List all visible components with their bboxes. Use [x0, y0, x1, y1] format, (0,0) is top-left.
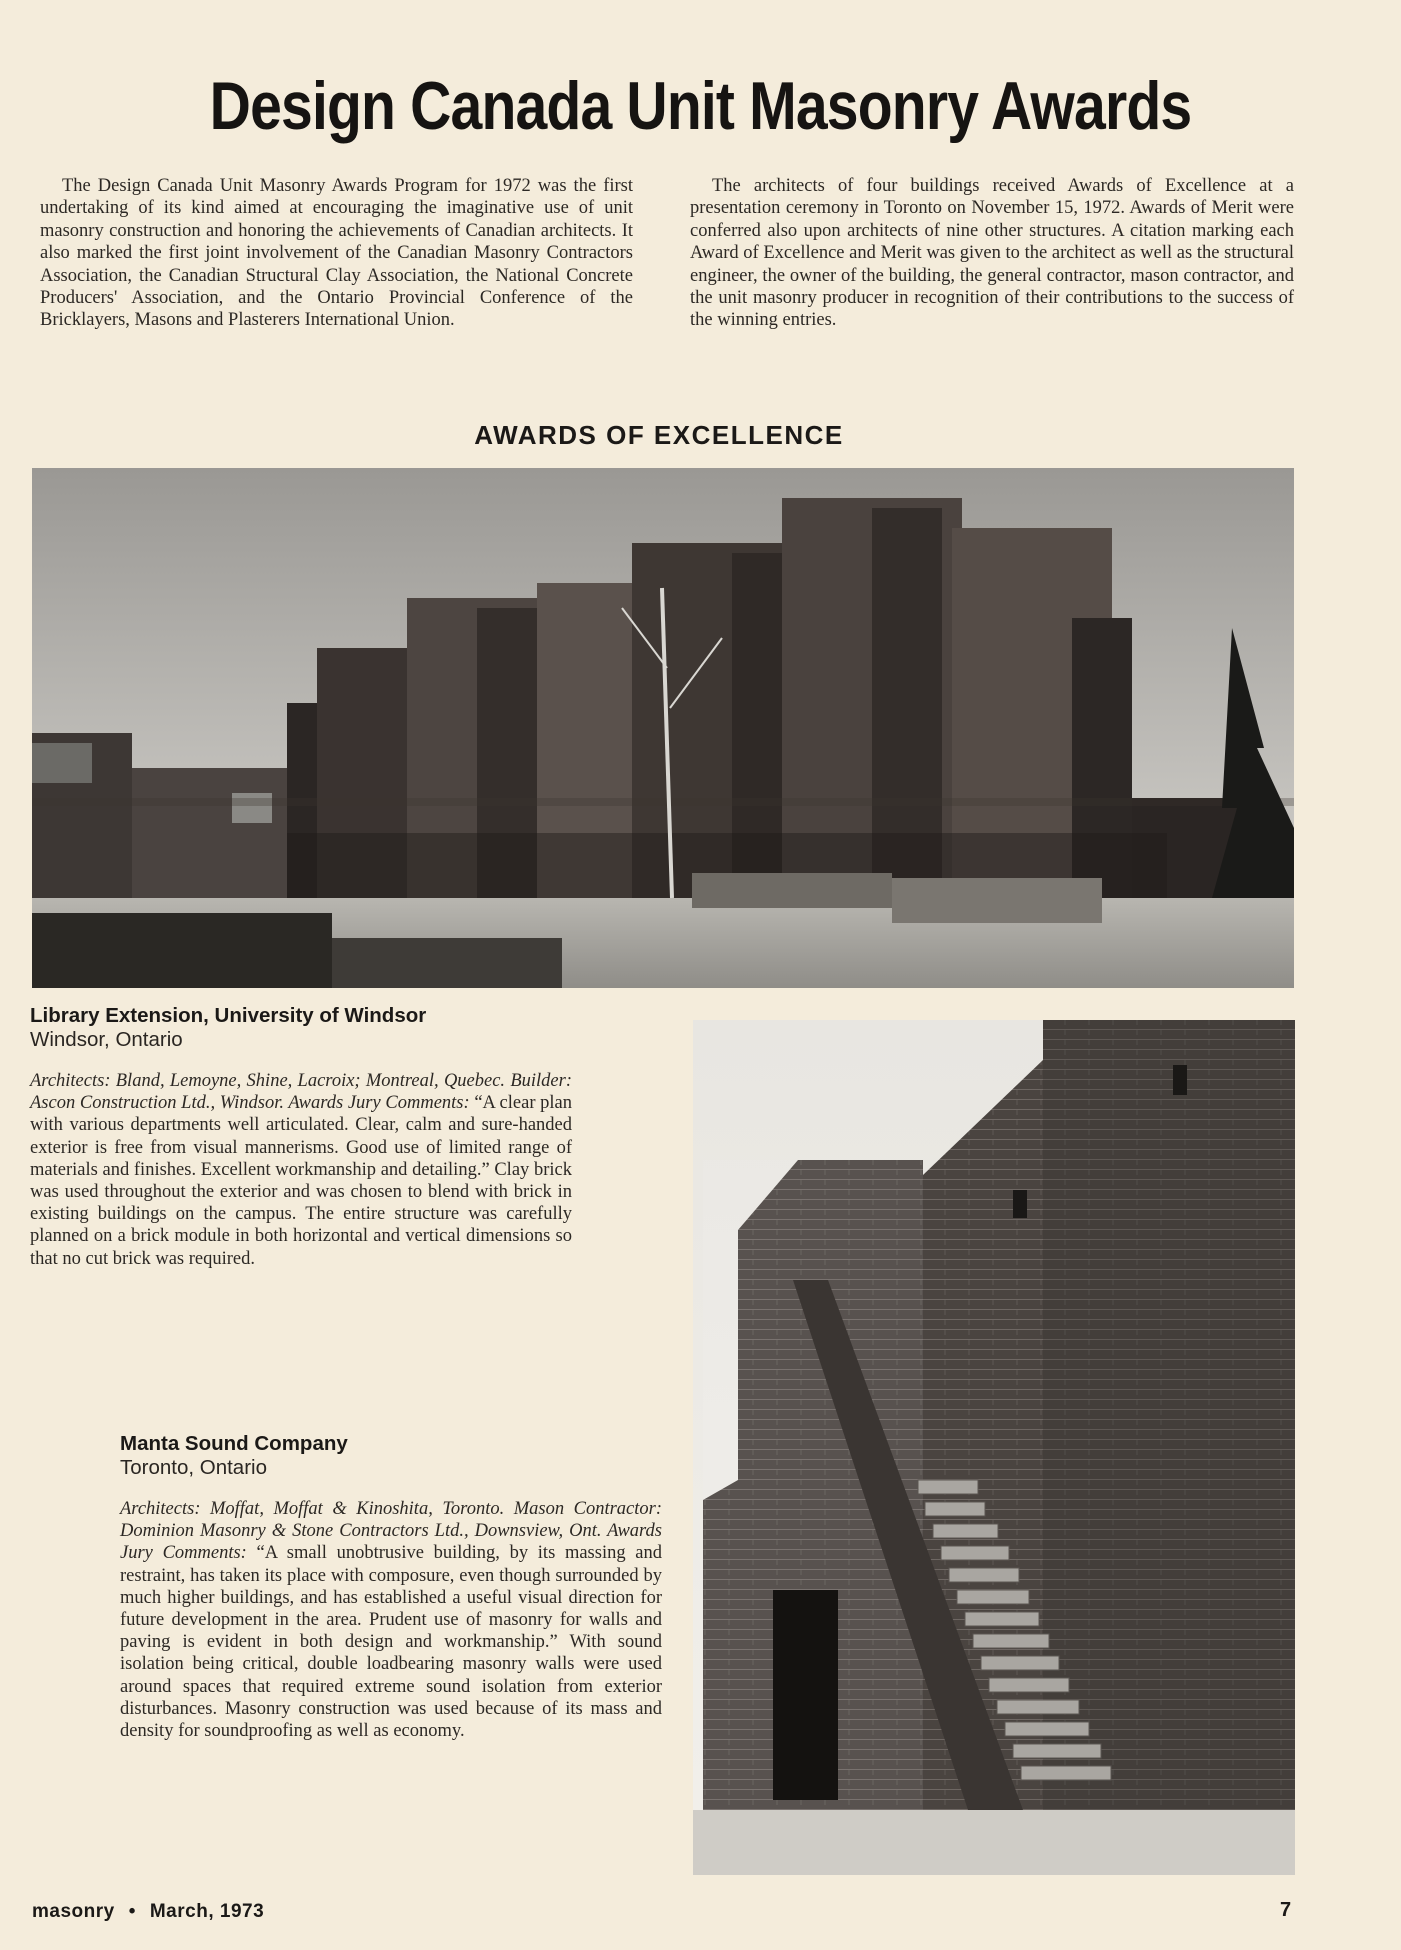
library-extension-photo — [32, 468, 1294, 988]
project-credits: Architects: Bland, Lemoyne, Shine, Lacroix; Montreal, Quebec. Builder: Ascon Construction Ltd., Windsor. Awards Jury Comments: — [30, 1071, 572, 1114]
manta-project-block — [120, 1432, 662, 1742]
library-project-block — [30, 1004, 572, 1270]
section-heading: AWARDS OF EXCELLENCE — [474, 420, 844, 450]
intro-paragraph-left: The Design Canada Unit Masonry Awards Program for 1972 was the first undertaking of its kind aimed at encouraging the imaginative use of unit masonry construction and honoring the achievements of Canadian architects. It also marked the first joint involvement of the Canadian Masonry Contractors Association, the Canadian Structural Clay Association, the National Concrete Producers' Association, and the Ontario Provincial Conference of the Bricklayers, Masons and Plasterers International Union. — [40, 176, 633, 331]
project-location: Toronto, Ontario — [120, 1456, 267, 1479]
page-number: 7 — [1280, 1899, 1292, 1921]
project-location: Windsor, Ontario — [30, 1028, 183, 1051]
page-title: Design Canada Unit Masonry Awards — [209, 68, 1192, 144]
project-description — [120, 1498, 662, 1742]
project-comments: “A small unobtrusive building, by its massing and restraint, has taken its place with composure, even though surrounded by much higher buildings, and has established a useful visual direction for future development in the area. Prudent use of masonry for walls and paving is evident in both design and workmanship.” With sound isolation being critical, double loadbearing masonry walls were used around spaces that required extreme sound isolation from exterior disturbances. Masonry construction was used because of its mass and density for soundproofing as well as economy. — [120, 1543, 663, 1742]
footer-publication — [32, 1901, 264, 1923]
project-credits: Architects: Moffat, Moffat & Kinoshita, Toronto. Mason Contractor: Dominion Masonry & Stone Contractors Ltd., Downsview, Ont. Awards Jury Comments: — [120, 1499, 662, 1564]
manta-sound-photo — [693, 1020, 1295, 1875]
intro-paragraph-right: The architects of four buildings received Awards of Excellence at a presentation ceremony in Toronto on November 15, 1972. Awards of Merit were conferred also upon architects of nine other structures. A citation marking each Award of Excellence and Merit was given to the architect as well as the structural engineer, the owner of the building, the general contractor, mason contractor, and the unit masonry producer in recognition of their contributions to the success of the winning entries. — [690, 176, 1294, 331]
publication-name: masonry — [32, 1901, 115, 1922]
issue-date: March, 1973 — [149, 1901, 265, 1922]
bullet-separator: • — [128, 1901, 136, 1922]
project-title: Library Extension, University of Windsor — [30, 1004, 427, 1027]
project-description — [30, 1070, 572, 1270]
project-title: Manta Sound Company — [120, 1432, 348, 1455]
project-comments: “A clear plan with various departments well articulated. Clear, calm and sure-handed exterior is free from visual mannerisms. Good use of limited range of materials and finishes. Excellent workmanship and detailing.” Clay brick was used throughout the exterior and was chosen to blend with brick in existing buildings on the campus. The entire structure was carefully planned on a brick module in both horizontal and vertical dimensions so that no cut brick was required. — [30, 1093, 572, 1269]
